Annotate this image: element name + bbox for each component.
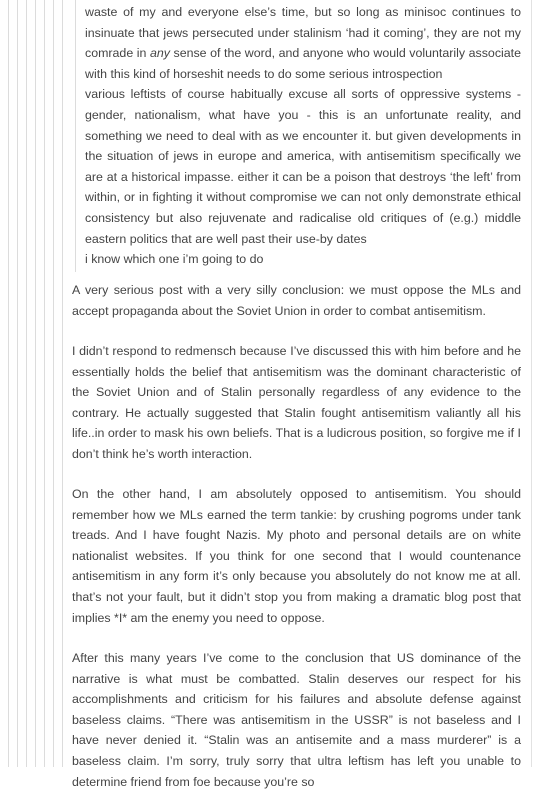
quote-thread-line [75, 0, 76, 272]
reply-paragraph: I didn’t respond to redmensch because I’ve discussed this with him before and he essentially holds the belief that antisemitism was the dominant characteristic of the Soviet Union and of Stalin personally regardless of any evidence to the contrary. He actually suggested that Stalin fought antisemitism valiantly all his life..in order to mask his own beliefs. That is a ludicrous position, so forgive me if I don’t think he’s worth interaction. [72, 344, 521, 461]
reblog-thread-line [8, 0, 9, 767]
reblog-thread-line [62, 0, 63, 767]
quote-paragraph: various leftists of course habitually excuse all sorts of oppressive systems - gender, nationalism, what have you - this is an unfortunate reality, and something we need to deal with as we encounter it. but given developments in the situation of jews in europe and america, with antisemitism specifically we are at a historical impasse. either it can be a poison that destroys ‘the left’ from within, or in fighting it without compromise we can not only demonstrate ethical consistency but also rejuvenate and radicalise old critiques of (e.g.) middle eastern politics that are well past their use-by dates [85, 87, 521, 246]
reply-paragraph: After this many years I’ve come to the conclusion that US dominance of the narrative is what must be combatted. Stalin deserves our respect for his accomplishments and criticism for his failures and absolute defense against baseless claims. “There was antisemitism in the USSR” is not baseless and I have never denied it. “Stalin was an antisemite and a mass murderer” is a baseless claim. I’m sorry, truly sorry that ultra leftism has left you unable to determine friend from foe because you’re so [72, 651, 521, 789]
reblog-thread-line [53, 0, 54, 767]
reblog-thread-line [35, 0, 36, 767]
reblog-thread-line [44, 0, 45, 767]
reply-paragraph: On the other hand, I am absolutely opposed to antisemitism. You should remember how we MLs earned the term tankie: by crushing pogroms under tank treads. And I have fought Nazis. My photo and personal details are on white nationalist websites. If you think for one second that I would countenance antisemitism in any form it’s only because you absolutely do not know me at all. that’s not your fault, but it didn’t stop you from making a dramatic blog post that implies *I* am the enemy you need to oppose. [72, 487, 521, 625]
quoted-post [85, 2, 521, 270]
reblog-thread-line [17, 0, 18, 767]
page-right-border [531, 0, 532, 767]
reply-paragraph: A very serious post with a very silly conclusion: we must oppose the MLs and accept propaganda about the Soviet Union in order to combat antisemitism. [72, 283, 521, 318]
quote-paragraph: waste of my and everyone else’s time, but so long as minisoc continues to insinuate that jews persecuted under stalinism ‘had it coming’, they are not my comrade in any sense of the word, and anyone who would voluntarily associate with this kind of horseshit needs to do some serious introspection [85, 5, 521, 81]
reblog-thread-line [26, 0, 27, 767]
quote-paragraph: i know which one i’m going to do [85, 252, 264, 267]
